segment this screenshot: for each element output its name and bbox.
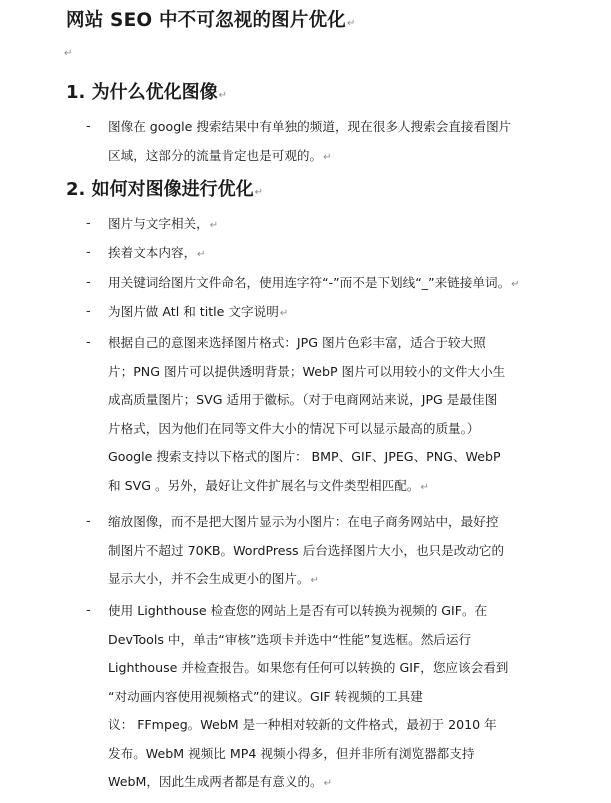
list-line: Lighthouse 并检查报告。如果您有任何可以转换的 GIF，您应该会看到 <box>108 660 509 675</box>
list-line: 区域，这部分的流量肯定也是可观的。↵ <box>108 147 332 163</box>
list-line: 用关键词给图片文件命名，使用连字符“-”而不是下划线“_”来链接单词。↵ <box>108 275 520 290</box>
list-dash: - <box>86 603 91 618</box>
list-line: 片；PNG 图片可以提供透明背景；WebP 图片可以用较小的文件大小生 <box>108 363 506 379</box>
list-line: 议： FFmpeg。WebM 是一种相对较新的文件格式，最初于 2010 年 <box>108 717 497 732</box>
paragraph-mark-icon: ↵ <box>218 90 228 101</box>
list-dash: - <box>86 275 91 290</box>
list-line: DevTools 中，单击“审核”选项卡并选中“性能”复选框。然后运行 <box>108 631 472 647</box>
list-dash: - <box>86 304 91 319</box>
list-line: 片格式，因为他们在同等文件大小的情况下可以显示最高的质量。） <box>108 420 480 436</box>
list-dash: - <box>86 216 91 231</box>
list-line: WebM，因此生成两者都是有意义的。↵ <box>108 774 333 789</box>
paragraph-mark-icon: ↵ <box>323 778 333 789</box>
paragraph-mark-icon: ↵ <box>310 575 319 586</box>
paragraph-mark-icon: ↵ <box>420 481 429 493</box>
paragraph-mark-icon: ↵ <box>511 279 520 290</box>
list-line: 为图片做 Atl 和 title 文字说明↵ <box>108 304 289 319</box>
paragraph-mark-icon: ↵ <box>346 18 356 29</box>
list-line: 缩放图像，而不是把大图片显示为小图片：在电子商务网站中，最好控 <box>108 514 499 529</box>
list-line: 显示大小，并不会生成更小的图片。↵ <box>108 571 319 586</box>
empty-paragraph-mark-icon: ↵ <box>64 48 73 59</box>
paragraph-mark-icon: ↵ <box>254 187 264 198</box>
list-dash: - <box>86 245 91 260</box>
list-line: “对动画内容使用视频格式”的建议。GIF 转视频的工具建 <box>108 688 423 704</box>
list-line: 图像在 google 搜索结果中有单独的频道，现在很多人搜索会直接看图片 <box>108 119 512 134</box>
section-heading-how: 2. 如何对图像进行优化↵ <box>66 179 264 200</box>
paragraph-mark-icon: ↵ <box>197 249 206 260</box>
list-line: 图片与文字相关，↵ <box>108 216 219 231</box>
list-dash: - <box>86 514 91 529</box>
list-line: 根据自己的意图来选择图片格式：JPG 图片色彩丰富，适合于较大照 <box>108 335 486 350</box>
paragraph-mark-icon: ↵ <box>279 308 289 319</box>
section-heading-why: 1. 为什么优化图像↵ <box>66 82 228 103</box>
list-line: 制图片不超过 70KB。WordPress 后台选择图片大小，也只是改动它的 <box>108 542 505 558</box>
list-line: 使用 Lighthouse 检查您的网站上是否有可以转换为视频的 GIF。在 <box>108 603 488 618</box>
paragraph-mark-icon: ↵ <box>209 220 219 231</box>
list-line: 成高质量图片；SVG 适用于徽标。（对于电商网站来说，JPG 是最佳图 <box>108 392 498 407</box>
list-line: 和 SVG 。另外，最好让文件扩展名与文件类型相匹配。↵ <box>108 477 429 493</box>
paragraph-mark-icon: ↵ <box>323 151 332 163</box>
list-dash: - <box>86 335 91 350</box>
list-line: 挨着文本内容，↵ <box>108 245 206 260</box>
list-dash: - <box>86 119 91 134</box>
list-line: Google 搜索支持以下格式的图片： BMP、GIF、JPEG、PNG、WebP <box>108 449 501 464</box>
document-title: 网站 SEO 中不可忽视的图片优化↵ <box>66 10 356 31</box>
list-line: 发布。WebM 视频比 MP4 视频小得多，但并非所有浏览器都支持 <box>108 745 475 761</box>
